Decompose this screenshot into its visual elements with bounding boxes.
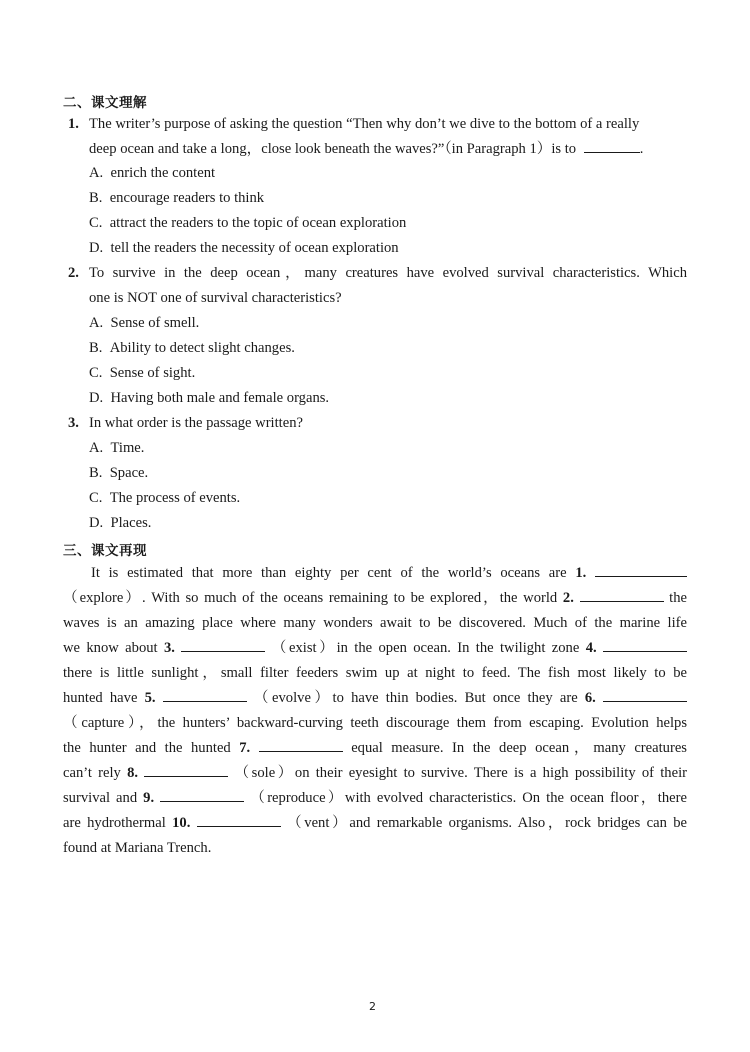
option-a[interactable]: A. Sense of smell.: [89, 315, 200, 331]
answer-blank-6[interactable]: [603, 689, 687, 702]
option-b[interactable]: B. encourage readers to think: [89, 190, 265, 206]
option-c[interactable]: C. The process of events.: [89, 490, 241, 506]
passage-line: survival and 9. （reproduce）with evolved characteristics. On the ocean floor，there: [63, 790, 687, 806]
question-number: 3.: [68, 415, 79, 431]
passage-line: It is estimated that more than eighty per cent of the world’s oceans are 1.: [91, 564, 687, 582]
answer-blank-4[interactable]: [603, 639, 687, 652]
question-number: 1.: [68, 116, 79, 132]
option-d[interactable]: D. tell the readers the necessity of ocean exploration: [89, 240, 399, 256]
answer-blank-2[interactable]: [580, 589, 664, 602]
option-c[interactable]: C. Sense of sight.: [89, 365, 196, 381]
option-b[interactable]: B. Space.: [89, 465, 149, 481]
option-b[interactable]: B. Ability to detect slight changes.: [89, 340, 295, 356]
answer-blank-1[interactable]: [595, 564, 687, 577]
passage-line: （capture），the hunters’ backward-curving teeth discourage them from escaping. Evolution helps: [63, 715, 687, 731]
question-text: In what order is the passage written?: [89, 415, 303, 431]
section-heading-comprehension: 二、课文理解: [63, 95, 147, 111]
passage-line: found at Mariana Trench.: [63, 840, 212, 856]
section-heading-recall: 三、课文再现: [63, 543, 147, 559]
option-a[interactable]: A. enrich the content: [89, 165, 216, 181]
passage-line: hunted have 5. （evolve）to have thin bodies. But once they are 6.: [63, 689, 687, 707]
option-a[interactable]: A. Time.: [89, 440, 145, 456]
question-text-cont: one is NOT one of survival characteristics?: [89, 290, 342, 306]
passage-line: waves is an amazing place where many wonders await to be discovered. Much of the marine life: [63, 615, 687, 631]
period: .: [639, 141, 644, 157]
answer-blank-7[interactable]: [259, 739, 343, 752]
option-c[interactable]: C. attract the readers to the topic of ocean exploration: [89, 215, 407, 231]
answer-blank-8[interactable]: [144, 764, 228, 777]
page-number: 2: [369, 1000, 376, 1013]
answer-blank-10[interactable]: [197, 814, 281, 827]
passage-line: the hunter and the hunted 7. equal measure. In the deep ocean，many creatures: [63, 740, 687, 756]
passage-line: there is little sunlight，small filter feeders swim up at night to feed. The fish most likely to be: [63, 665, 687, 681]
passage-line: can’t rely 8. （sole）on their eyesight to survive. There is a high possibility of their: [63, 765, 687, 781]
answer-blank-5[interactable]: [163, 689, 247, 702]
option-d[interactable]: D. Having both male and female organs.: [89, 390, 330, 406]
question-text: To survive in the deep ocean，many creatures have evolved survival characteristics. Which: [89, 265, 687, 281]
answer-blank-3[interactable]: [181, 639, 265, 652]
question-text-part: deep ocean and take a long，close look beneath the waves?”（in Paragraph 1）is to: [89, 141, 577, 157]
passage-line: are hydrothermal 10. （vent）and remarkable organisms. Also，rock bridges can be: [63, 815, 687, 831]
answer-blank[interactable]: [584, 140, 640, 153]
question-text: The writer’s purpose of asking the question “Then why don’t we dive to the bottom of a really: [89, 116, 640, 132]
question-number: 2.: [68, 265, 79, 281]
question-text-cont: [89, 140, 643, 158]
passage-line: （explore）. With so much of the oceans remaining to be explored，the world 2. the: [63, 590, 687, 606]
option-d[interactable]: D. Places.: [89, 515, 152, 531]
passage-line: we know about 3. （exist）in the open ocean. In the twilight zone 4.: [63, 639, 687, 657]
answer-blank-9[interactable]: [160, 789, 244, 802]
